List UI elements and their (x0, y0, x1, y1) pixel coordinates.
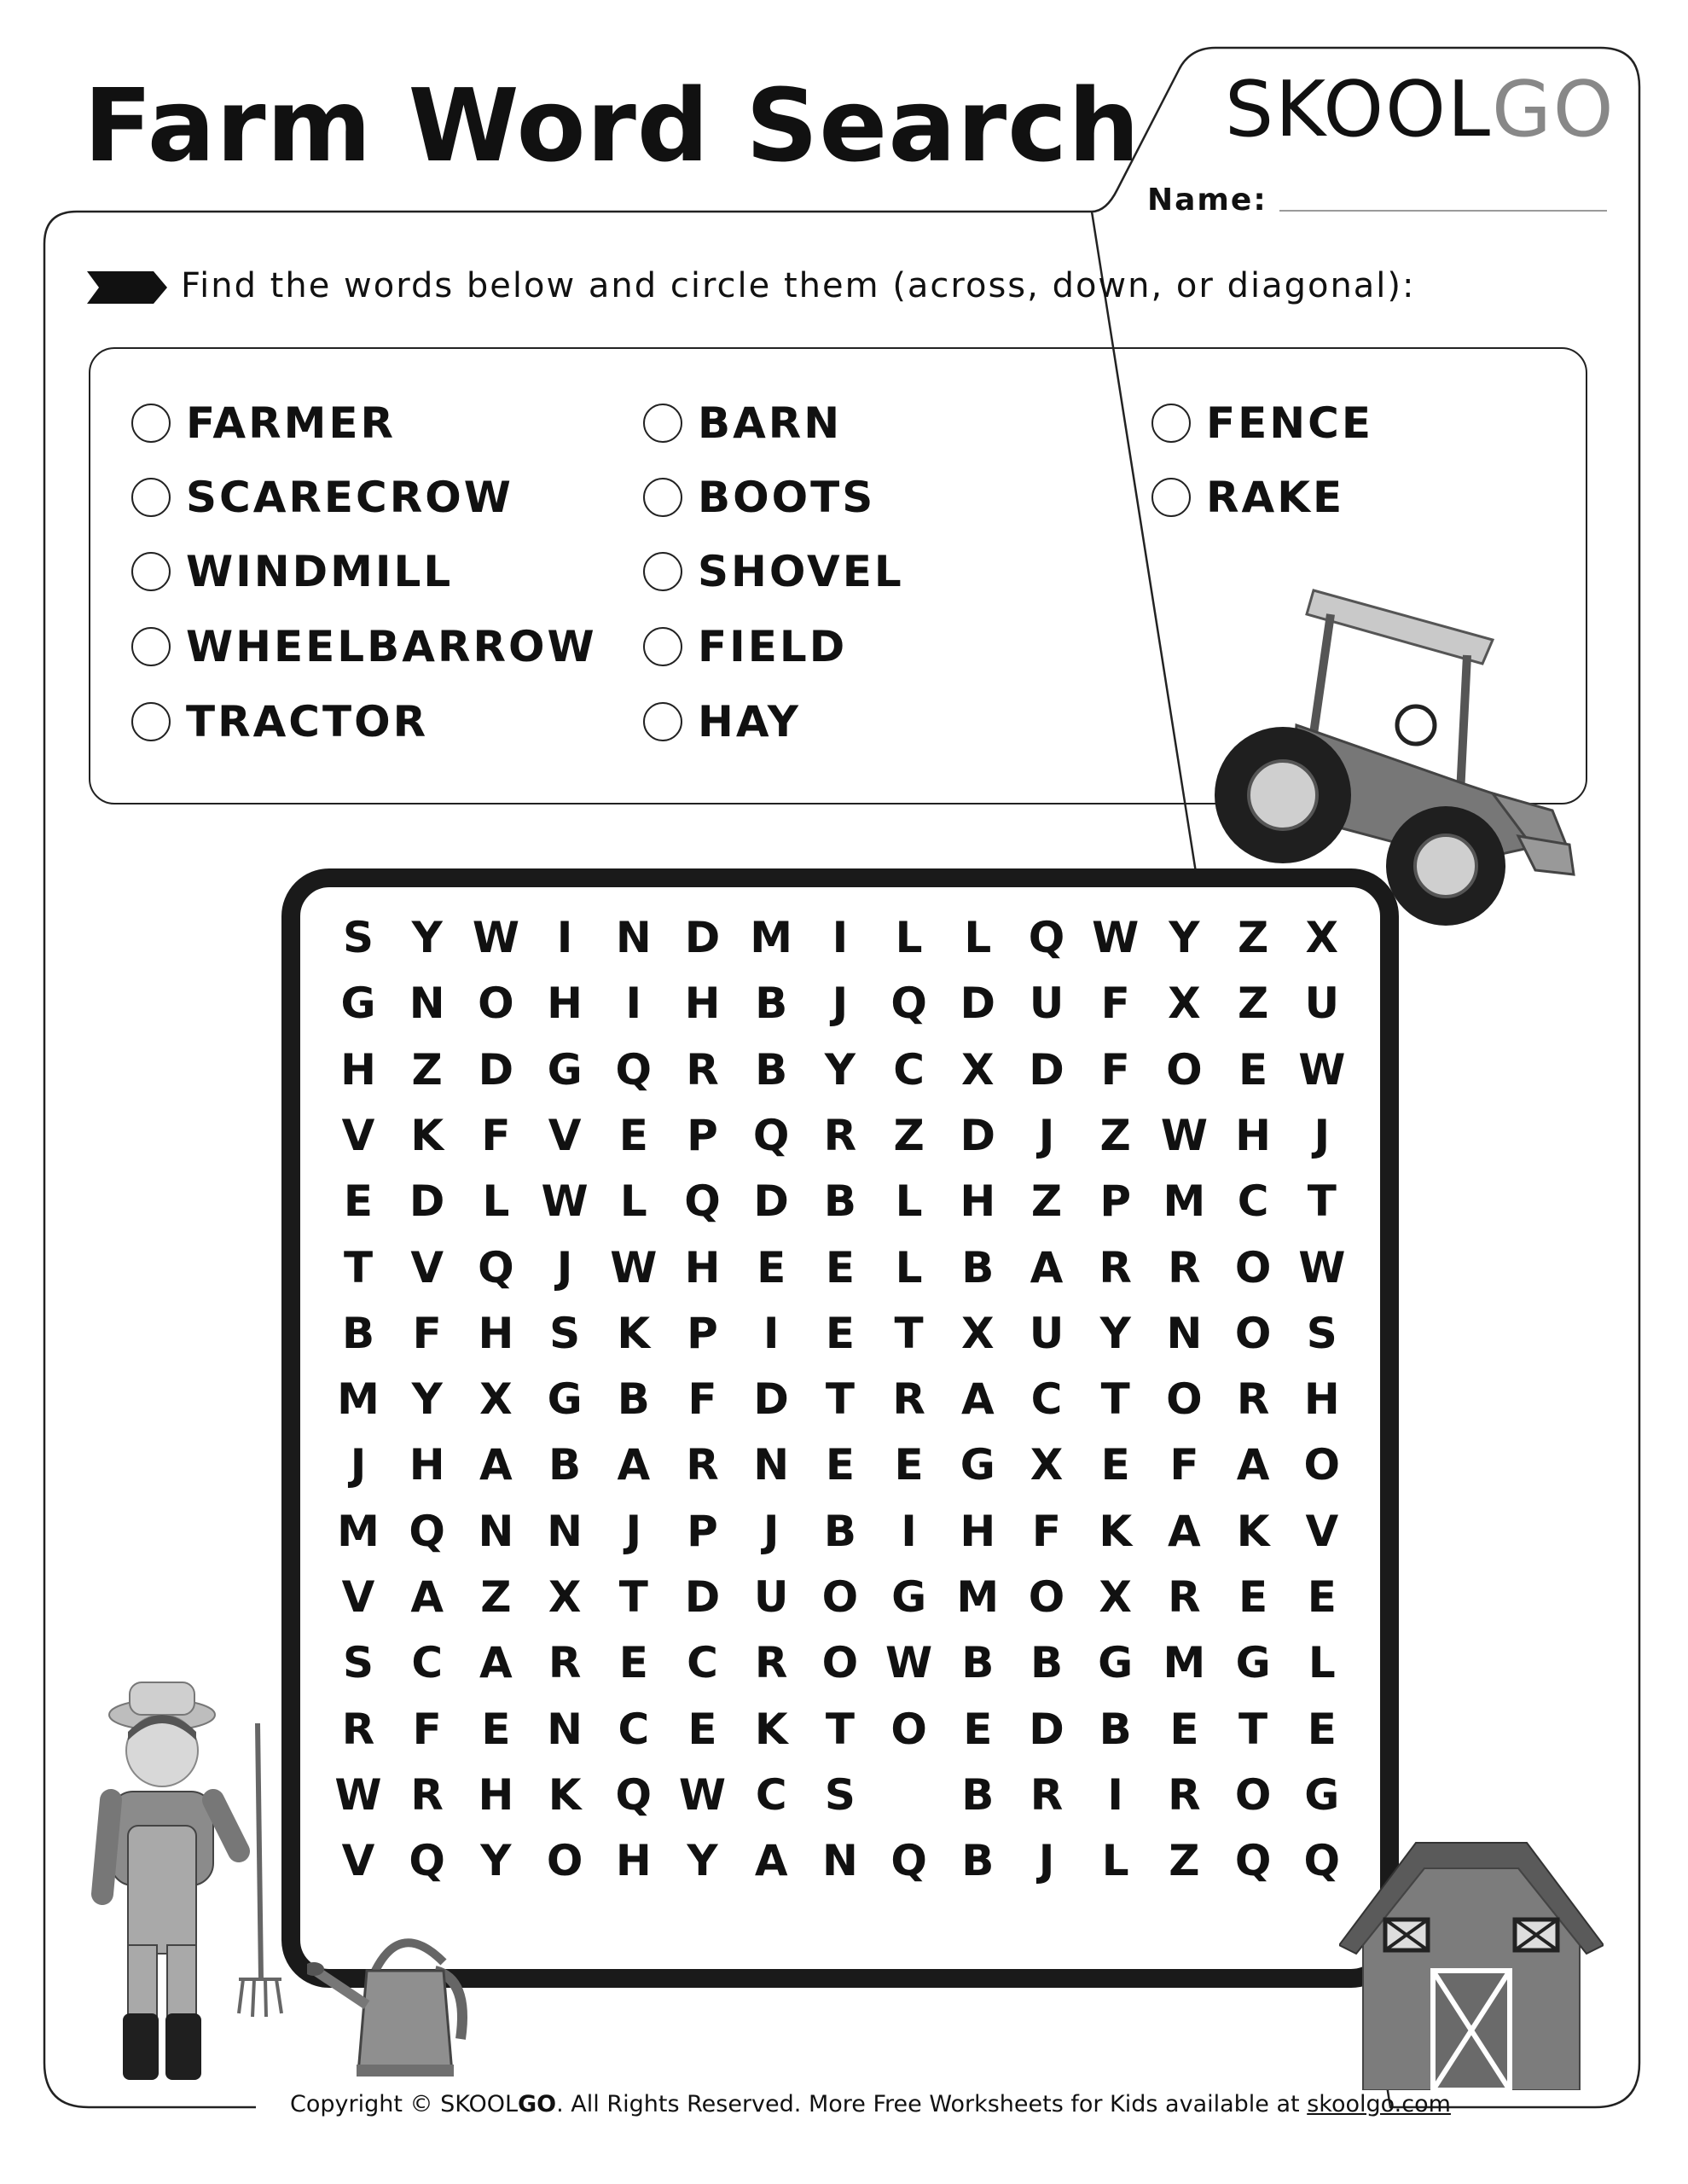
grid-cell[interactable]: E (1169, 1704, 1199, 1754)
grid-cell[interactable]: C (687, 1638, 718, 1688)
word-item[interactable] (1151, 395, 1373, 451)
grid-cell[interactable]: J (556, 1242, 573, 1292)
grid-cell[interactable]: E (343, 1176, 374, 1227)
grid-cell[interactable]: Q (890, 979, 927, 1029)
grid-cell[interactable]: E (618, 1638, 648, 1688)
grid-cell[interactable]: O (1166, 1374, 1203, 1425)
grid-row (324, 970, 1365, 1037)
word-label: BARN (698, 398, 843, 448)
grid-cell[interactable]: I (901, 1506, 917, 1556)
word-item[interactable] (643, 694, 801, 750)
grid-cell[interactable]: E (1238, 1572, 1268, 1622)
word-label: FENCE (1206, 398, 1374, 448)
grid-cell[interactable]: V (341, 1836, 375, 1886)
grid-cell[interactable]: B (755, 1044, 788, 1095)
grid-cell[interactable]: A (1030, 1242, 1064, 1292)
name-field-line[interactable] (1279, 210, 1607, 212)
grid-cell[interactable]: S (342, 913, 374, 962)
grid-cell[interactable]: C (1030, 1374, 1063, 1425)
copyright-suffix: . All Rights Reserved. More Free Worksheets for Kids available at (556, 2091, 1308, 2117)
watering-can-illustration (307, 1911, 486, 2090)
word-checkbox[interactable] (1151, 404, 1191, 443)
word-checkbox[interactable] (131, 702, 171, 741)
grid-cell[interactable]: Q (409, 1836, 445, 1886)
word-label: SCARECROW (186, 473, 513, 522)
grid-cell[interactable]: O (1234, 1769, 1272, 1820)
grid-cell[interactable]: O (821, 1572, 859, 1622)
grid-cell[interactable]: G (547, 1374, 583, 1425)
grid-cell[interactable]: W (1298, 1044, 1346, 1095)
grid-cell[interactable]: N (821, 1836, 858, 1886)
brand-logo-right: GO (1492, 65, 1615, 154)
word-label: BOOTS (698, 473, 876, 522)
word-item[interactable] (643, 469, 875, 526)
grid-cell[interactable]: H (960, 1506, 996, 1556)
grid-cell[interactable]: E (687, 1704, 717, 1754)
word-checkbox[interactable] (131, 404, 171, 443)
grid-cell[interactable]: R (823, 1110, 857, 1160)
grid-cell[interactable]: X (961, 1308, 995, 1358)
copyright-prefix: Copyright © SKOOL (290, 2091, 519, 2117)
grid-cell[interactable]: H (1235, 1110, 1272, 1160)
brand-logo-left: SKOOL (1225, 65, 1493, 154)
grid-cell[interactable]: Y (480, 1836, 512, 1886)
copyright-link[interactable]: skoolgo.com (1307, 2091, 1451, 2117)
grid-cell[interactable]: O (1166, 1044, 1203, 1095)
grid-cell[interactable]: X (548, 1572, 582, 1622)
grid-cell[interactable]: H (684, 979, 721, 1029)
copyright-brand: GO (518, 2091, 557, 2117)
grid-cell[interactable]: E (1307, 1572, 1337, 1622)
grid-cell[interactable]: Q (684, 1176, 721, 1227)
grid-cell[interactable]: K (754, 1704, 788, 1754)
grid-cell[interactable]: P (687, 1110, 718, 1160)
grid-cell[interactable]: N (547, 1506, 583, 1556)
grid-cell[interactable]: O (1028, 1572, 1065, 1622)
grid-cell[interactable]: N (615, 913, 652, 962)
grid-row (324, 1234, 1365, 1301)
grid-cell[interactable]: R (1168, 1572, 1201, 1622)
grid-cell[interactable]: A (479, 1638, 513, 1688)
word-checkbox[interactable] (131, 478, 171, 517)
grid-cell[interactable]: X (1099, 1572, 1132, 1622)
grid-cell[interactable]: H (1303, 1374, 1340, 1425)
grid-cell[interactable]: S (1306, 1308, 1337, 1358)
grid-cell[interactable]: E (757, 1242, 786, 1292)
grid-cell[interactable]: G (1235, 1638, 1271, 1688)
grid-cell[interactable]: B (823, 1176, 856, 1227)
grid-cell[interactable]: V (548, 1110, 582, 1160)
grid-cell[interactable]: F (1100, 1044, 1130, 1095)
grid-cell[interactable]: K (617, 1308, 651, 1358)
grid-cell[interactable]: W (1092, 913, 1140, 962)
grid-cell[interactable]: Q (478, 1242, 514, 1292)
grid-cell[interactable]: B (755, 979, 788, 1029)
grid-cell[interactable]: Y (411, 1374, 443, 1425)
grid-cell[interactable]: H (340, 1044, 376, 1095)
grid-cell[interactable]: H (478, 1308, 514, 1358)
grid-cell[interactable]: R (686, 1044, 719, 1095)
grid-cell[interactable]: W (334, 1769, 382, 1820)
grid-cell[interactable]: J (1038, 1110, 1055, 1160)
grid-cell[interactable]: O (1234, 1308, 1272, 1358)
grid-cell[interactable]: M (956, 1572, 1000, 1622)
grid-row (324, 1762, 1365, 1828)
grid-cell[interactable]: U (1029, 1308, 1064, 1358)
grid-cell[interactable]: Y (1099, 1308, 1131, 1358)
grid-cell[interactable]: T (1238, 1704, 1268, 1754)
grid-cell[interactable]: T (343, 1242, 374, 1292)
grid-cell[interactable]: C (755, 1769, 787, 1820)
grid-cell[interactable]: E (481, 1704, 511, 1754)
grid-cell[interactable]: A (410, 1572, 444, 1622)
grid-cell[interactable]: K (410, 1110, 444, 1160)
grid-cell[interactable]: H (478, 1769, 514, 1820)
grid-cell[interactable]: L (895, 1176, 923, 1227)
word-label: WINDMILL (186, 547, 454, 596)
grid-cell[interactable]: D (684, 913, 721, 962)
grid-cell[interactable]: V (1305, 1506, 1339, 1556)
grid-cell[interactable]: J (1038, 1836, 1055, 1886)
grid-cell[interactable]: T (618, 1572, 648, 1622)
grid-cell[interactable]: E (963, 1704, 993, 1754)
grid-cell[interactable]: B (961, 1638, 995, 1688)
grid-cell[interactable]: N (409, 979, 445, 1029)
grid-cell[interactable]: Z (411, 1044, 443, 1095)
grid-cell[interactable]: E (1100, 1440, 1130, 1490)
grid-cell[interactable]: R (341, 1704, 375, 1754)
grid-cell[interactable]: W (610, 1242, 658, 1292)
grid-cell[interactable]: G (1304, 1769, 1340, 1820)
grid-cell[interactable]: F (412, 1704, 442, 1754)
grid-cell[interactable]: Q (1234, 1836, 1272, 1886)
word-checkbox[interactable] (131, 552, 171, 591)
grid-cell[interactable]: N (1166, 1308, 1203, 1358)
word-item[interactable] (131, 694, 428, 750)
grid-row (324, 1037, 1365, 1103)
grid-cell[interactable]: V (341, 1110, 375, 1160)
grid-cell[interactable]: B (548, 1440, 582, 1490)
grid-cell[interactable]: Z (1169, 1836, 1200, 1886)
grid-cell[interactable]: Q (890, 1836, 927, 1886)
grid-cell[interactable]: M (1163, 1176, 1206, 1227)
grid-cell[interactable]: K (1236, 1506, 1270, 1556)
grid-cell[interactable]: X (1305, 913, 1339, 962)
word-checkbox[interactable] (643, 702, 682, 741)
grid-cell[interactable]: T (825, 1704, 855, 1754)
grid-cell[interactable]: L (1308, 1638, 1336, 1688)
grid-cell[interactable]: Q (615, 1769, 653, 1820)
page-title: Farm Word Search (84, 67, 1141, 184)
grid-cell[interactable]: S (549, 1308, 581, 1358)
grid-cell[interactable]: S (824, 1769, 856, 1820)
grid-cell[interactable]: O (890, 1704, 927, 1754)
grid-row (324, 904, 1365, 971)
grid-cell[interactable]: B (1099, 1704, 1132, 1754)
grid-cell[interactable]: I (556, 913, 573, 962)
grid-cell[interactable]: L (895, 913, 923, 962)
grid-cell[interactable]: X (479, 1374, 513, 1425)
word-item[interactable] (643, 543, 904, 600)
brand-logo (1225, 65, 1615, 154)
grid-cell[interactable]: Y (687, 1836, 718, 1886)
barn-illustration (1339, 1834, 1604, 2090)
grid-cell[interactable]: P (687, 1308, 718, 1358)
word-label: HAY (698, 697, 801, 746)
grid-cell[interactable]: I (832, 913, 849, 962)
grid-cell[interactable]: W (1298, 1242, 1346, 1292)
word-label: TRACTOR (186, 697, 429, 746)
grid-cell[interactable]: P (687, 1506, 718, 1556)
grid-cell[interactable]: P (1099, 1176, 1132, 1227)
grid-cell[interactable]: T (825, 1374, 855, 1425)
grid-cell[interactable]: A (617, 1440, 651, 1490)
grid-cell[interactable] (875, 1762, 943, 1828)
grid-cell[interactable]: J (350, 1440, 367, 1490)
grid-cell[interactable]: W (472, 913, 519, 962)
grid-cell[interactable]: R (892, 1374, 925, 1425)
grid-cell[interactable]: B (961, 1769, 995, 1820)
grid-cell[interactable]: J (832, 979, 849, 1029)
grid-cell[interactable]: E (825, 1308, 855, 1358)
grid-cell[interactable]: D (960, 1110, 996, 1160)
grid-cell[interactable]: D (960, 979, 996, 1029)
word-label: SHOVEL (698, 547, 904, 596)
grid-cell[interactable]: Y (1169, 913, 1200, 962)
grid-cell[interactable]: K (1099, 1506, 1133, 1556)
grid-cell[interactable]: W (885, 1638, 933, 1688)
grid-cell[interactable]: R (1168, 1242, 1201, 1292)
word-label: FARMER (186, 398, 397, 448)
grid-cell[interactable]: W (541, 1176, 589, 1227)
grid-cell[interactable]: Z (1030, 1176, 1063, 1227)
farmer-illustration (68, 1672, 290, 2099)
grid-cell[interactable]: L (964, 913, 992, 962)
grid-cell[interactable]: I (763, 1308, 780, 1358)
grid-cell[interactable]: W (678, 1769, 727, 1820)
arrow-tag-icon (87, 270, 169, 305)
grid-cell[interactable]: F (1100, 979, 1130, 1029)
grid-row (324, 1102, 1365, 1169)
grid-cell[interactable]: O (478, 979, 514, 1029)
grid-cell[interactable]: B (341, 1308, 375, 1358)
grid-cell[interactable]: G (340, 979, 376, 1029)
word-checkbox[interactable] (643, 552, 682, 591)
word-item[interactable] (131, 469, 513, 526)
grid-cell[interactable]: O (1234, 1242, 1272, 1292)
grid-cell[interactable]: N (547, 1704, 583, 1754)
grid-row (324, 1300, 1365, 1367)
grid-row (324, 1564, 1365, 1630)
word-label: FIELD (698, 622, 848, 671)
grid-cell[interactable]: U (1304, 979, 1340, 1029)
grid-cell[interactable]: F (1169, 1440, 1199, 1490)
grid-cell[interactable]: Q (752, 1110, 790, 1160)
grid-cell[interactable]: H (547, 979, 583, 1029)
grid-cell[interactable]: V (410, 1242, 444, 1292)
grid-row (324, 1366, 1365, 1432)
grid-cell[interactable]: J (1314, 1110, 1331, 1160)
grid-cell[interactable]: C (411, 1638, 444, 1688)
grid-cell[interactable]: M (337, 1506, 380, 1556)
grid-cell[interactable]: R (1236, 1374, 1270, 1425)
grid-cell[interactable]: M (1163, 1638, 1206, 1688)
grid-cell[interactable]: D (478, 1044, 514, 1095)
word-label: RAKE (1206, 473, 1345, 522)
word-checkbox[interactable] (1151, 478, 1191, 517)
grid-cell[interactable]: D (753, 1176, 789, 1227)
grid-cell[interactable]: I (1107, 1769, 1123, 1820)
grid-cell[interactable]: S (342, 1638, 374, 1688)
grid-cell[interactable]: E (825, 1440, 855, 1490)
grid-cell[interactable]: A (754, 1836, 788, 1886)
grid-cell[interactable]: B (961, 1836, 995, 1886)
grid-row (324, 1168, 1365, 1234)
grid-cell[interactable]: T (1307, 1176, 1337, 1227)
word-item[interactable] (131, 395, 396, 451)
grid-cell[interactable]: L (895, 1242, 923, 1292)
word-item[interactable] (131, 619, 597, 675)
grid-cell[interactable]: A (1236, 1440, 1270, 1490)
grid-cell[interactable]: J (763, 1506, 780, 1556)
word-item[interactable] (1151, 469, 1344, 526)
grid-cell[interactable]: H (615, 1836, 652, 1886)
word-checkbox[interactable] (643, 404, 682, 443)
grid-cell[interactable]: A (960, 1374, 995, 1425)
word-checkbox[interactable] (643, 478, 682, 517)
grid-cell[interactable]: Y (411, 913, 443, 962)
word-item[interactable] (643, 619, 847, 675)
grid-cell[interactable]: L (1101, 1836, 1129, 1886)
word-item[interactable] (131, 543, 453, 600)
grid-cell[interactable]: C (1237, 1176, 1269, 1227)
grid-cell[interactable]: X (961, 1044, 995, 1095)
grid-cell[interactable]: Z (480, 1572, 512, 1622)
grid-cell[interactable]: Z (1237, 979, 1269, 1029)
grid-cell[interactable]: G (1098, 1638, 1134, 1688)
grid-cell[interactable]: U (753, 1572, 789, 1622)
grid-cell[interactable]: T (1100, 1374, 1130, 1425)
grid-cell[interactable]: H (960, 1176, 996, 1227)
grid-cell[interactable]: X (1030, 1440, 1064, 1490)
grid-row (324, 1827, 1365, 1894)
grid-cell[interactable]: I (625, 979, 642, 1029)
grid-cell[interactable]: Z (1099, 1110, 1131, 1160)
grid-cell[interactable]: D (1029, 1044, 1064, 1095)
grid-cell[interactable]: Q (1303, 1836, 1341, 1886)
grid-cell[interactable]: D (409, 1176, 445, 1227)
grid-cell[interactable]: Z (893, 1110, 925, 1160)
grid-cell[interactable]: C (618, 1704, 650, 1754)
grid-cell[interactable]: A (1168, 1506, 1201, 1556)
grid-cell[interactable]: Y (824, 1044, 856, 1095)
grid-cell[interactable]: L (619, 1176, 647, 1227)
grid-row (324, 1696, 1365, 1763)
grid-cell[interactable]: Q (615, 1044, 653, 1095)
grid-row (324, 1629, 1365, 1696)
grid-cell[interactable]: F (1031, 1506, 1062, 1556)
grid-cell[interactable]: Z (1237, 913, 1269, 962)
letter-grid[interactable] (324, 904, 1365, 1962)
grid-cell[interactable]: H (409, 1440, 445, 1490)
grid-cell[interactable]: J (625, 1506, 642, 1556)
grid-cell[interactable]: E (1307, 1704, 1337, 1754)
grid-cell[interactable]: N (478, 1506, 514, 1556)
grid-cell[interactable]: E (1238, 1044, 1268, 1095)
grid-cell[interactable]: D (1029, 1704, 1064, 1754)
grid-cell[interactable]: G (547, 1044, 583, 1095)
grid-cell[interactable]: U (1029, 979, 1064, 1029)
grid-cell[interactable]: E (618, 1110, 648, 1160)
grid-cell[interactable]: V (341, 1572, 375, 1622)
copyright-footer (290, 2091, 1451, 2117)
grid-cell[interactable]: O (1303, 1440, 1341, 1490)
instruction-text: Find the words below and circle them (across, down, or diagonal): (181, 266, 1416, 305)
grid-cell[interactable]: O (821, 1638, 859, 1688)
grid-cell[interactable]: G (960, 1440, 995, 1490)
grid-cell[interactable]: X (1168, 979, 1201, 1029)
grid-row (324, 1498, 1365, 1565)
grid-cell[interactable]: R (1099, 1242, 1132, 1292)
grid-cell[interactable]: W (1160, 1110, 1208, 1160)
name-label: Name: (1147, 183, 1267, 218)
grid-cell[interactable]: F (412, 1308, 442, 1358)
grid-cell[interactable]: M (337, 1374, 380, 1425)
grid-cell[interactable]: K (548, 1769, 582, 1820)
grid-cell[interactable]: B (1030, 1638, 1064, 1688)
grid-cell[interactable]: Q (1028, 913, 1065, 962)
grid-cell[interactable]: B (961, 1242, 995, 1292)
grid-row (324, 1432, 1365, 1498)
grid-cell[interactable]: C (893, 1044, 925, 1095)
grid-cell[interactable]: T (894, 1308, 924, 1358)
grid-cell[interactable]: L (482, 1176, 510, 1227)
grid-cell[interactable]: E (825, 1242, 855, 1292)
grid-cell[interactable]: D (684, 1572, 721, 1622)
grid-cell[interactable]: H (684, 1242, 721, 1292)
grid-cell[interactable]: B (823, 1506, 856, 1556)
grid-cell[interactable]: Q (409, 1506, 445, 1556)
word-checkbox[interactable] (131, 627, 171, 666)
word-item[interactable] (643, 395, 842, 451)
grid-cell[interactable]: F (687, 1374, 717, 1425)
word-checkbox[interactable] (643, 627, 682, 666)
grid-cell[interactable]: D (753, 1374, 789, 1425)
grid-cell[interactable]: B (617, 1374, 650, 1425)
grid-cell[interactable]: M (750, 913, 793, 962)
grid-cell[interactable]: R (548, 1638, 582, 1688)
grid-cell[interactable]: G (891, 1572, 927, 1622)
grid-cell[interactable]: F (481, 1110, 511, 1160)
grid-cell[interactable]: E (894, 1440, 924, 1490)
grid-cell[interactable]: R (410, 1769, 444, 1820)
grid-cell[interactable]: A (479, 1440, 513, 1490)
grid-cell[interactable]: O (546, 1836, 583, 1886)
grid-cell[interactable]: R (754, 1638, 788, 1688)
grid-cell[interactable]: R (686, 1440, 719, 1490)
grid-cell[interactable]: R (1168, 1769, 1201, 1820)
grid-cell[interactable]: R (1030, 1769, 1064, 1820)
word-label: WHEELBARROW (186, 622, 597, 671)
grid-cell[interactable]: N (753, 1440, 790, 1490)
